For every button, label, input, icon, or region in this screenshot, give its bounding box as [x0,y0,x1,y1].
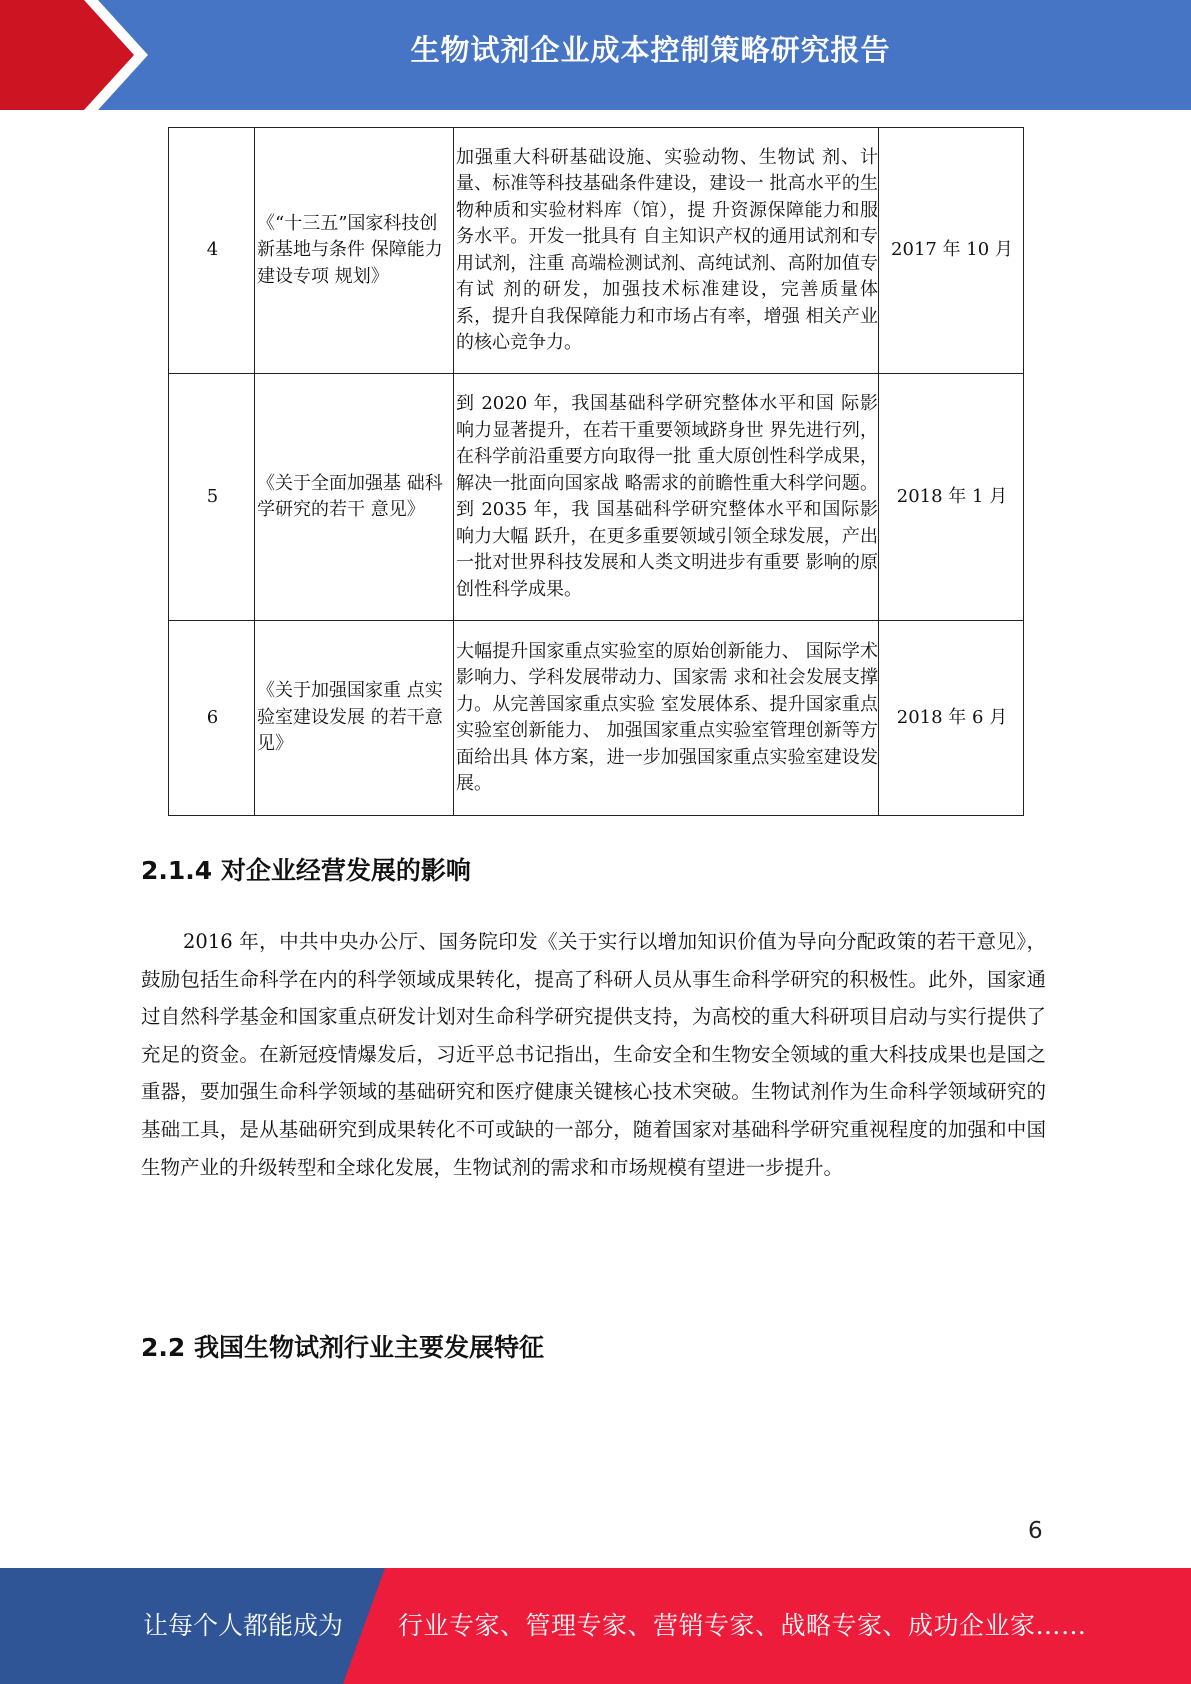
policy-date: 2018 年 1 月 [879,374,1024,621]
footer-slogan-right: 行业专家、管理专家、营销专家、战略专家、成功企业家…… [398,1611,1087,1640]
policy-content: 到 2020 年，我国基础科学研究整体水平和国 际影响力显著提升，在若干重要领域跻身世 界先进行列，在科学前沿重要方向取得一批 重大原创性科学成果，解决一批面向国家战 略需求的前瞻性重大科学问题。到 2035 年，我 国基础科学研究整体水平和国际影响力大幅 跃升，在更多重要领域引领全球发展，产出 一批对世界科技发展和人类文明进步有重要 影响的原创性科学成果。 [454,374,879,621]
table-row [169,374,1024,621]
policy-date: 2018 年 6 月 [879,621,1024,816]
policy-name: 《“十三五”国家科技创新基地与条件 保障能力建设专项 规划》 [255,128,454,374]
table-row [169,128,1024,374]
row-number: 6 [169,621,255,816]
policy-date: 2017 年 10 月 [879,128,1024,374]
policy-content: 大幅提升国家重点实验室的原始创新能力、 国际学术影响力、学科发展带动力、国家需 求和社会发展支撑力。从完善国家重点实验 室发展体系、提升国家重点实验室创新能力、 加强国家重点实验室管理创新等方面给出具 体方案，进一步加强国家重点实验室建设发 展。 [454,621,879,816]
report-title: 生物试剂企业成本控制策略研究报告 [410,33,891,67]
policy-table [168,127,1024,816]
body-paragraph: 2016 年，中共中央办公厅、国务院印发《关于实行以增加知识价值为导向分配政策的若干意见》，鼓励包括生命科学在内的科学领域成果转化，提高了科研人员从事生命科学研究的积极性。此外，国家通过自然科学基金和国家重点研发计划对生命科学研究提供支持，为高校的重大科研项目启动与实行提供了充足的资金。在新冠疫情爆发后，习近平总书记指出，生命安全和生物安全领域的重大科技成果也是国之重器，要加强生命科学领域的基础研究和医疗健康关键核心技术突破。生物试剂作为生命科学领域研究的基础工具，是从基础研究到成果转化不可或缺的一部分，随着国家对基础科学研究重视程度的加强和中国生物产业的升级转型和全球化发展，生物试剂的需求和市场规模有望进一步提升。 [141,930,1046,1179]
policy-name: 《关于全面加强基 础科学研究的若干 意见》 [255,374,454,621]
page-footer [0,1568,1191,1684]
footer-slogan-left: 让每个人都能成为 [143,1611,344,1640]
row-number: 5 [169,374,255,621]
section-heading: 2.1.4 对企业经营发展的影响 [141,856,471,885]
row-number: 4 [169,128,255,374]
page-header [0,0,1191,110]
policy-name: 《关于加强国家重 点实验室建设发展 的若干意见》 [255,621,454,816]
table-row [169,621,1024,816]
section-heading: 2.2 我国生物试剂行业主要发展特征 [141,1333,544,1362]
page-number: 6 [1028,1518,1043,1544]
policy-content: 加强重大科研基础设施、实验动物、生物试 剂、计量、标准等科技基础条件建设，建设一 批高水平的生物种质和实验材料库（馆），提 升资源保障能力和服务水平。开发一批具有 自主知识产权的通用试剂和专用试剂，注重 高端检测试剂、高纯试剂、高附加值专有试 剂的研发，加强技术标准建设，完善质量体 系，提升自我保障能力和市场占有率，增强 相关产业的核心竞争力。 [454,128,879,374]
